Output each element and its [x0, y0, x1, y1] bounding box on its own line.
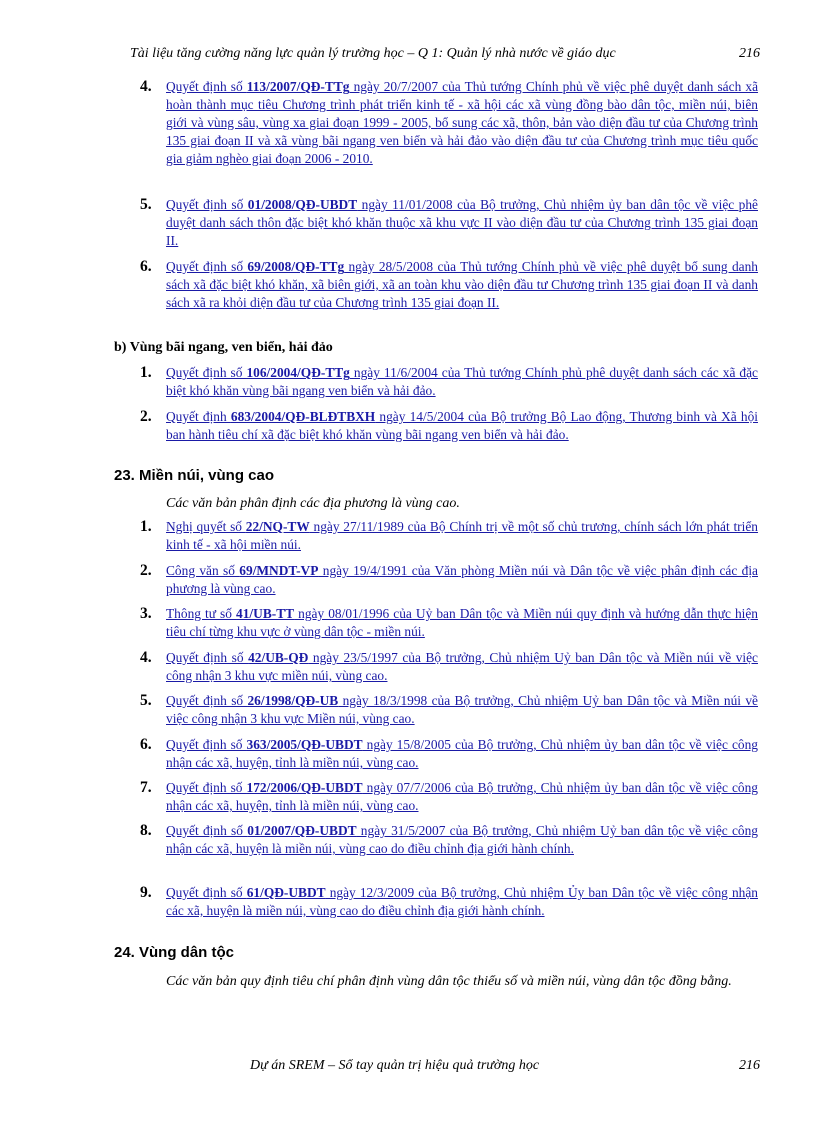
item-link[interactable]: Quyết định số 01/2007/QĐ-UBDT ngày 31/5/2007 của Bộ trưởng, Chủ nhiệm Uỷ ban dân tộc về việc công nhận các xã, huyện là miền núi, vùng cao do điều chỉnh địa giới hành chính. [166, 823, 758, 856]
page-footer [250, 1058, 760, 1074]
section-heading: 23. Miền núi, vùng cao [114, 467, 275, 484]
item-link[interactable]: Quyết định số 363/2005/QĐ-UBDT ngày 15/8/2005 của Bộ trưởng, Chủ nhiệm ủy ban dân tộc về việc công nhận các xã, huyện, tỉnh là miền núi, vùng cao. [166, 737, 758, 770]
item-number: 8. [140, 822, 152, 839]
list-item[interactable] [140, 562, 758, 598]
item-link[interactable]: Nghị quyết số 22/NQ-TW ngày 27/11/1989 của Bộ Chính trị về một số chủ trương, chính sách lớn phát triển kinh tế - xã hội miền núi. [166, 519, 759, 552]
item-link[interactable]: Quyết định số 113/2007/QĐ-TTg ngày 20/7/2007 của Thủ tướng Chính phủ về việc phê duyệt danh sách xã hoàn thành mục tiêu Chương trình phát triển kinh tế - xã hội các xã vùng đồng bào dân tộc, miền núi, biên giới và vùng sâu, vùng xa giai đoạn 1999 - 2005, bổ sung các xã, thôn, bản vào diện đầu tư của Chương trình 135 giai đoạn II và xã vùng bãi ngang ven biển và hải đảo vào diện đầu tư của Chương trình mục tiêu quốc gia giảm nghèo giai đoạn 2006 - 2010. [166, 79, 759, 166]
item-link[interactable]: Quyết định 683/2004/QĐ-BLĐTBXH ngày 14/5/2004 của Bộ trưởng Bộ Lao động, Thương binh và Xã hội ban hành tiêu chí xã đặc biệt khó khăn vùng bãi ngang ven biển và hải đảo. [166, 409, 758, 442]
list-item[interactable] [140, 649, 758, 685]
list-item[interactable] [140, 196, 758, 250]
item-number: 5. [140, 692, 152, 709]
footer-page-number: 216 [739, 1058, 760, 1073]
subsection-heading: b) Vùng bãi ngang, ven biển, hải đảo [114, 340, 333, 355]
page-header [130, 46, 760, 62]
list-item[interactable] [140, 779, 758, 815]
item-number: 1. [140, 518, 152, 535]
item-number: 2. [140, 408, 152, 425]
list-item[interactable] [140, 692, 758, 728]
section-heading: 24. Vùng dân tộc [114, 944, 235, 961]
list-item[interactable] [140, 364, 758, 400]
item-number: 9. [140, 884, 152, 901]
item-link[interactable]: Công văn số 69/MNDT-VP ngày 19/4/1991 của Văn phòng Miền núi và Dân tộc về việc phân định các địa phương là vùng cao. [166, 563, 758, 596]
item-number: 2. [140, 562, 152, 579]
list-item[interactable] [140, 884, 758, 920]
item-link[interactable]: Quyết định số 42/UB-QĐ ngày 23/5/1997 của Bộ trưởng, Chủ nhiệm Uỷ ban Dân tộc và Miền núi về việc công nhận 3 khu vực miền núi, vùng cao. [166, 650, 758, 683]
header-page-number: 216 [739, 46, 760, 61]
item-link[interactable]: Quyết định số 61/QĐ-UBDT ngày 12/3/2009 của Bộ trưởng, Chủ nhiệm Ủy ban Dân tộc về việc công nhận các xã, huyện là miền núi, vùng cao do điều chỉnh địa giới hành chính. [166, 885, 758, 918]
item-link[interactable]: Quyết định số 106/2004/QĐ-TTg ngày 11/6/2004 của Thủ tướng Chính phủ phê duyệt danh sách các xã đặc biệt khó khăn vùng bãi ngang ven biển và hải đảo. [166, 365, 758, 398]
item-link[interactable]: Quyết định số 01/2008/QĐ-UBDT ngày 11/01/2008 của Bộ trưởng, Chủ nhiệm ủy ban dân tộc về việc phê duyệt danh sách thôn đặc biệt khó khăn thuộc xã khu vực II vào diện đầu tư của Chương trình 135 giai đoạn II. [166, 197, 758, 248]
list-item[interactable] [140, 258, 758, 312]
item-number: 7. [140, 779, 152, 796]
header-title: Tài liệu tăng cường năng lực quản lý trường học – Q 1: Quản lý nhà nước về giáo dục [130, 46, 616, 61]
item-number: 6. [140, 258, 152, 275]
item-link[interactable]: Thông tư số 41/UB-TT ngày 08/01/1996 của Uỷ ban Dân tộc và Miền núi quy định và hướng dẫn thực hiện tiêu chí từng khu vực ở vùng dân tộc - miền núi. [166, 606, 759, 639]
item-number: 3. [140, 605, 152, 622]
section-intro: Các văn bản phân định các địa phương là vùng cao. [166, 496, 460, 511]
item-number: 4. [140, 649, 152, 666]
item-number: 1. [140, 364, 152, 381]
item-number: 6. [140, 736, 152, 753]
list-item[interactable] [140, 408, 758, 444]
list-item[interactable] [140, 518, 758, 554]
list-item[interactable] [140, 605, 758, 641]
item-link[interactable]: Quyết định số 69/2008/QĐ-TTg ngày 28/5/2008 của Thủ tướng Chính phủ về việc phê duyệt bổ sung danh sách xã đặc biệt khó khăn, xã biên giới, xã an toàn khu vào diện đầu tư Chương trình 135 giai đoạn II và danh sách xã ra khỏi diện đầu tư của Chương trình 135 giai đoạn II. [166, 259, 758, 310]
list-item[interactable] [140, 822, 758, 858]
item-number: 5. [140, 196, 152, 213]
item-link[interactable]: Quyết định số 172/2006/QĐ-UBDT ngày 07/7/2006 của Bộ trưởng, Chủ nhiệm ủy ban dân tộc về việc công nhận các xã, huyện, tỉnh là miền núi, vùng cao. [166, 780, 758, 813]
list-item[interactable] [140, 736, 758, 772]
section-intro: Các văn bản quy định tiêu chí phân định vùng dân tộc thiểu số và miền núi, vùng dân tộc đồng bằng. [166, 974, 732, 989]
footer-title: Dự án SREM – Sổ tay quản trị hiệu quả trường học [250, 1058, 540, 1073]
item-link[interactable]: Quyết định số 26/1998/QĐ-UB ngày 18/3/1998 của Bộ trưởng, Chủ nhiệm Uỷ ban Dân tộc và Miền núi về việc công nhận 3 khu vực Miền núi, vùng cao. [166, 693, 758, 726]
list-item[interactable] [140, 78, 758, 168]
item-number: 4. [140, 78, 152, 95]
